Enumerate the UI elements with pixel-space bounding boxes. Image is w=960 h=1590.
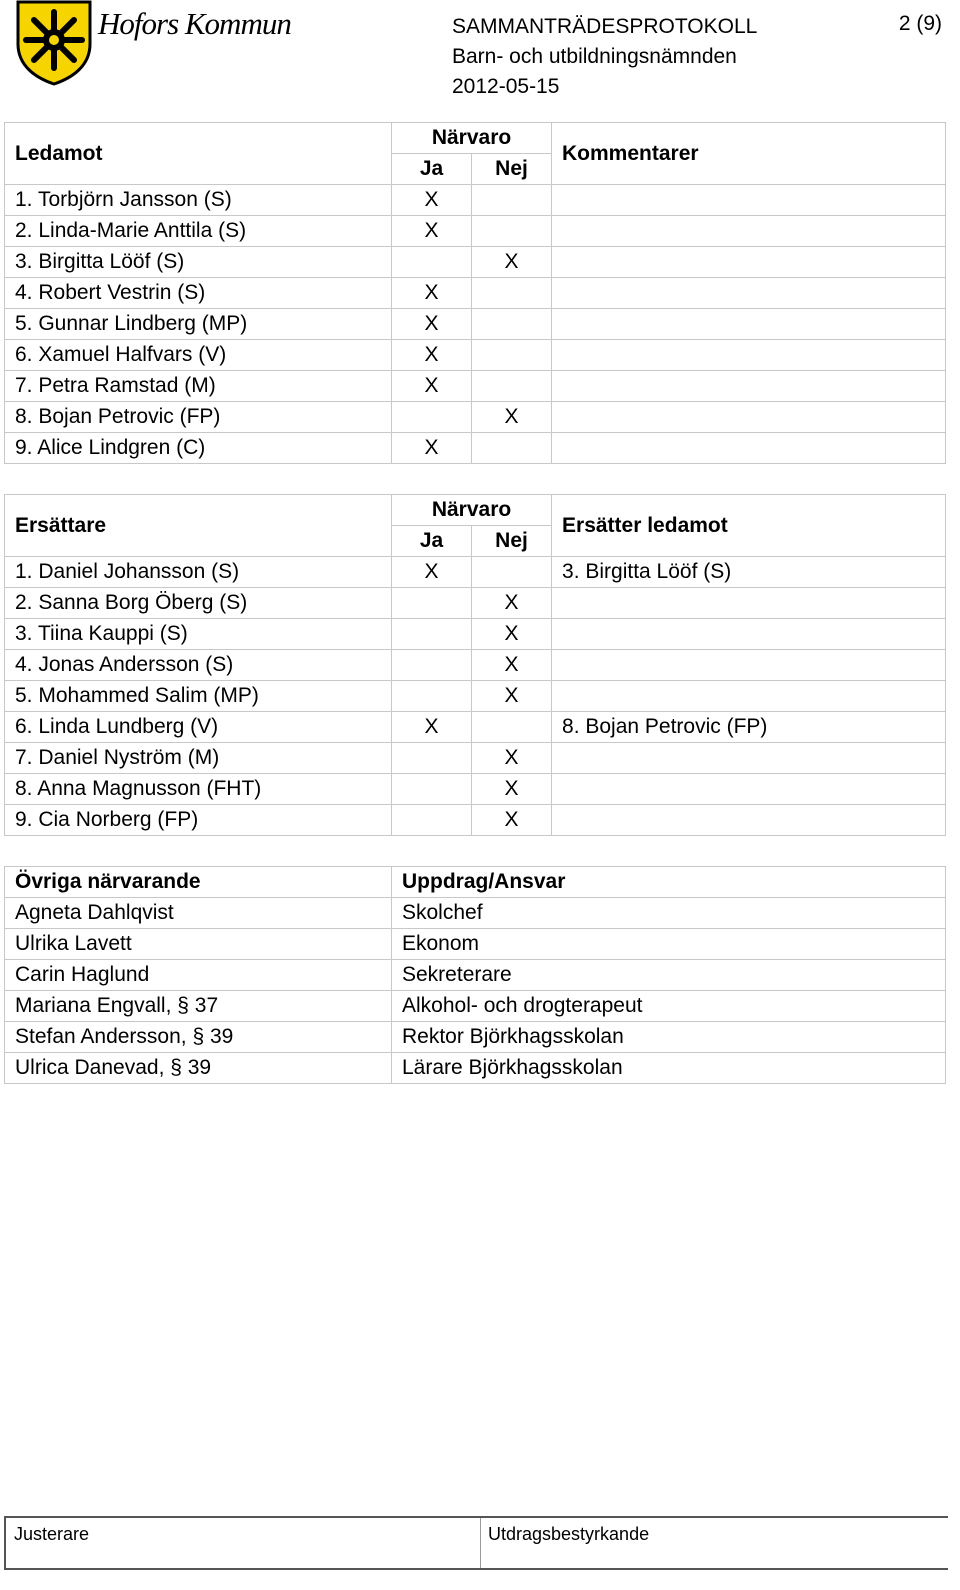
- member-name: 9. Alice Lindgren (C): [5, 433, 392, 464]
- substitute-name: 4. Jonas Andersson (S): [5, 650, 392, 681]
- table-row: [5, 929, 946, 960]
- presence-yes: [392, 681, 472, 712]
- presence-yes: [392, 805, 472, 836]
- document-header: [452, 12, 757, 102]
- comment-cell: [552, 247, 946, 278]
- committee-name: Barn- och utbildningsnämnden: [452, 45, 737, 68]
- person-name: Ulrika Lavett: [5, 929, 392, 960]
- col-comment-header: Kommentarer: [552, 123, 946, 185]
- presence-yes: X: [392, 433, 472, 464]
- presence-yes: X: [392, 557, 472, 588]
- col-replaces-header: Ersätter ledamot: [552, 495, 946, 557]
- presence-no: X: [472, 743, 552, 774]
- table-row: [5, 774, 946, 805]
- replaces-member: [552, 650, 946, 681]
- person-role: Alkohol- och drogterapeut: [392, 991, 946, 1022]
- table-row: [5, 340, 946, 371]
- table-row: [5, 991, 946, 1022]
- col-presence-header: Närvaro: [392, 495, 552, 526]
- presence-yes: X: [392, 712, 472, 743]
- comment-cell: [552, 278, 946, 309]
- presence-no: X: [472, 681, 552, 712]
- footer-divider: [480, 1518, 481, 1568]
- person-name: Mariana Engvall, § 37: [5, 991, 392, 1022]
- presence-yes: [392, 402, 472, 433]
- person-name: Stefan Andersson, § 39: [5, 1022, 392, 1053]
- presence-no: X: [472, 402, 552, 433]
- presence-yes: X: [392, 371, 472, 402]
- table-row: [5, 619, 946, 650]
- table-row: [5, 309, 946, 340]
- member-name: 8. Bojan Petrovic (FP): [5, 402, 392, 433]
- comment-cell: [552, 216, 946, 247]
- presence-no: X: [472, 247, 552, 278]
- table-row: [5, 278, 946, 309]
- comment-cell: [552, 309, 946, 340]
- signature-footer: [4, 1516, 948, 1570]
- presence-no: X: [472, 619, 552, 650]
- presence-yes: [392, 774, 472, 805]
- substitutes-table: [4, 494, 946, 836]
- person-role: Lärare Björkhagsskolan: [392, 1053, 946, 1084]
- table-row: [5, 185, 946, 216]
- substitute-name: 1. Daniel Johansson (S): [5, 557, 392, 588]
- table-row: [5, 588, 946, 619]
- table-row: [5, 247, 946, 278]
- presence-no: X: [472, 588, 552, 619]
- presence-no: X: [472, 650, 552, 681]
- replaces-member: 8. Bojan Petrovic (FP): [552, 712, 946, 743]
- col-yes-header: Ja: [392, 154, 472, 185]
- table-row: [5, 433, 946, 464]
- person-name: Agneta Dahlqvist: [5, 898, 392, 929]
- presence-yes: [392, 650, 472, 681]
- member-name: 3. Birgitta Lööf (S): [5, 247, 392, 278]
- col-yes-header: Ja: [392, 526, 472, 557]
- person-role: Rektor Björkhagsskolan: [392, 1022, 946, 1053]
- comment-cell: [552, 185, 946, 216]
- table-row: [5, 898, 946, 929]
- table-row: [5, 650, 946, 681]
- substitute-name: 9. Cia Norberg (FP): [5, 805, 392, 836]
- person-role: Sekreterare: [392, 960, 946, 991]
- presence-no: [472, 309, 552, 340]
- substitute-name: 7. Daniel Nyström (M): [5, 743, 392, 774]
- replaces-member: [552, 619, 946, 650]
- table-row: [5, 743, 946, 774]
- presence-yes: X: [392, 309, 472, 340]
- col-no-header: Nej: [472, 526, 552, 557]
- table-row: [5, 1022, 946, 1053]
- meeting-date: 2012-05-15: [452, 75, 560, 98]
- member-name: 1. Torbjörn Jansson (S): [5, 185, 392, 216]
- presence-yes: X: [392, 340, 472, 371]
- presence-yes: [392, 743, 472, 774]
- comment-cell: [552, 402, 946, 433]
- replaces-member: [552, 588, 946, 619]
- member-name: 5. Gunnar Lindberg (MP): [5, 309, 392, 340]
- col-member-header: Ledamot: [5, 123, 392, 185]
- col-no-header: Nej: [472, 154, 552, 185]
- presence-no: [472, 371, 552, 402]
- table-row: [5, 681, 946, 712]
- presence-no: X: [472, 774, 552, 805]
- comment-cell: [552, 433, 946, 464]
- table-row: [5, 371, 946, 402]
- substitutes-header-row: [5, 495, 946, 526]
- replaces-member: [552, 805, 946, 836]
- table-row: [5, 216, 946, 247]
- table-row: [5, 960, 946, 991]
- replaces-member: [552, 681, 946, 712]
- comment-cell: [552, 340, 946, 371]
- presence-yes: X: [392, 185, 472, 216]
- table-row: [5, 402, 946, 433]
- presence-no: X: [472, 805, 552, 836]
- presence-yes: [392, 247, 472, 278]
- comment-cell: [552, 371, 946, 402]
- presence-no: [472, 340, 552, 371]
- extract-certifier-label: Utdragsbestyrkande: [488, 1524, 650, 1544]
- person-name: Carin Haglund: [5, 960, 392, 991]
- table-row: [5, 712, 946, 743]
- presence-yes: X: [392, 278, 472, 309]
- col-others-header: Övriga närvarande: [5, 867, 392, 898]
- col-substitute-header: Ersättare: [5, 495, 392, 557]
- presence-yes: [392, 619, 472, 650]
- member-name: 2. Linda-Marie Anttila (S): [5, 216, 392, 247]
- col-presence-header: Närvaro: [392, 123, 552, 154]
- others-present-table: [4, 866, 946, 1084]
- table-row: [5, 805, 946, 836]
- substitute-name: 5. Mohammed Salim (MP): [5, 681, 392, 712]
- hofors-kommun-coat-of-arms: [14, 0, 94, 86]
- member-name: 6. Xamuel Halfvars (V): [5, 340, 392, 371]
- person-name: Ulrica Danevad, § 39: [5, 1053, 392, 1084]
- person-role: Skolchef: [392, 898, 946, 929]
- person-role: Ekonom: [392, 929, 946, 960]
- col-role-header: Uppdrag/Ansvar: [392, 867, 946, 898]
- replaces-member: 3. Birgitta Lööf (S): [552, 557, 946, 588]
- replaces-member: [552, 743, 946, 774]
- presence-no: [472, 185, 552, 216]
- members-header-row: [5, 123, 946, 154]
- presence-no: [472, 712, 552, 743]
- replaces-member: [552, 774, 946, 805]
- document-type: SAMMANTRÄDESPROTOKOLL: [452, 15, 758, 38]
- presence-no: [472, 557, 552, 588]
- presence-yes: [392, 588, 472, 619]
- table-row: [5, 557, 946, 588]
- municipality-name: Hofors Kommun: [98, 6, 291, 41]
- members-table: [4, 122, 946, 464]
- member-name: 4. Robert Vestrin (S): [5, 278, 392, 309]
- presence-yes: X: [392, 216, 472, 247]
- table-row: [5, 1053, 946, 1084]
- member-name: 7. Petra Ramstad (M): [5, 371, 392, 402]
- page-number: 2 (9): [898, 12, 942, 35]
- substitute-name: 3. Tiina Kauppi (S): [5, 619, 392, 650]
- presence-no: [472, 278, 552, 309]
- substitute-name: 6. Linda Lundberg (V): [5, 712, 392, 743]
- substitute-name: 2. Sanna Borg Öberg (S): [5, 588, 392, 619]
- adjuster-label: Justerare: [14, 1524, 90, 1544]
- presence-no: [472, 433, 552, 464]
- presence-no: [472, 216, 552, 247]
- others-header-row: [5, 867, 946, 898]
- substitute-name: 8. Anna Magnusson (FHT): [5, 774, 392, 805]
